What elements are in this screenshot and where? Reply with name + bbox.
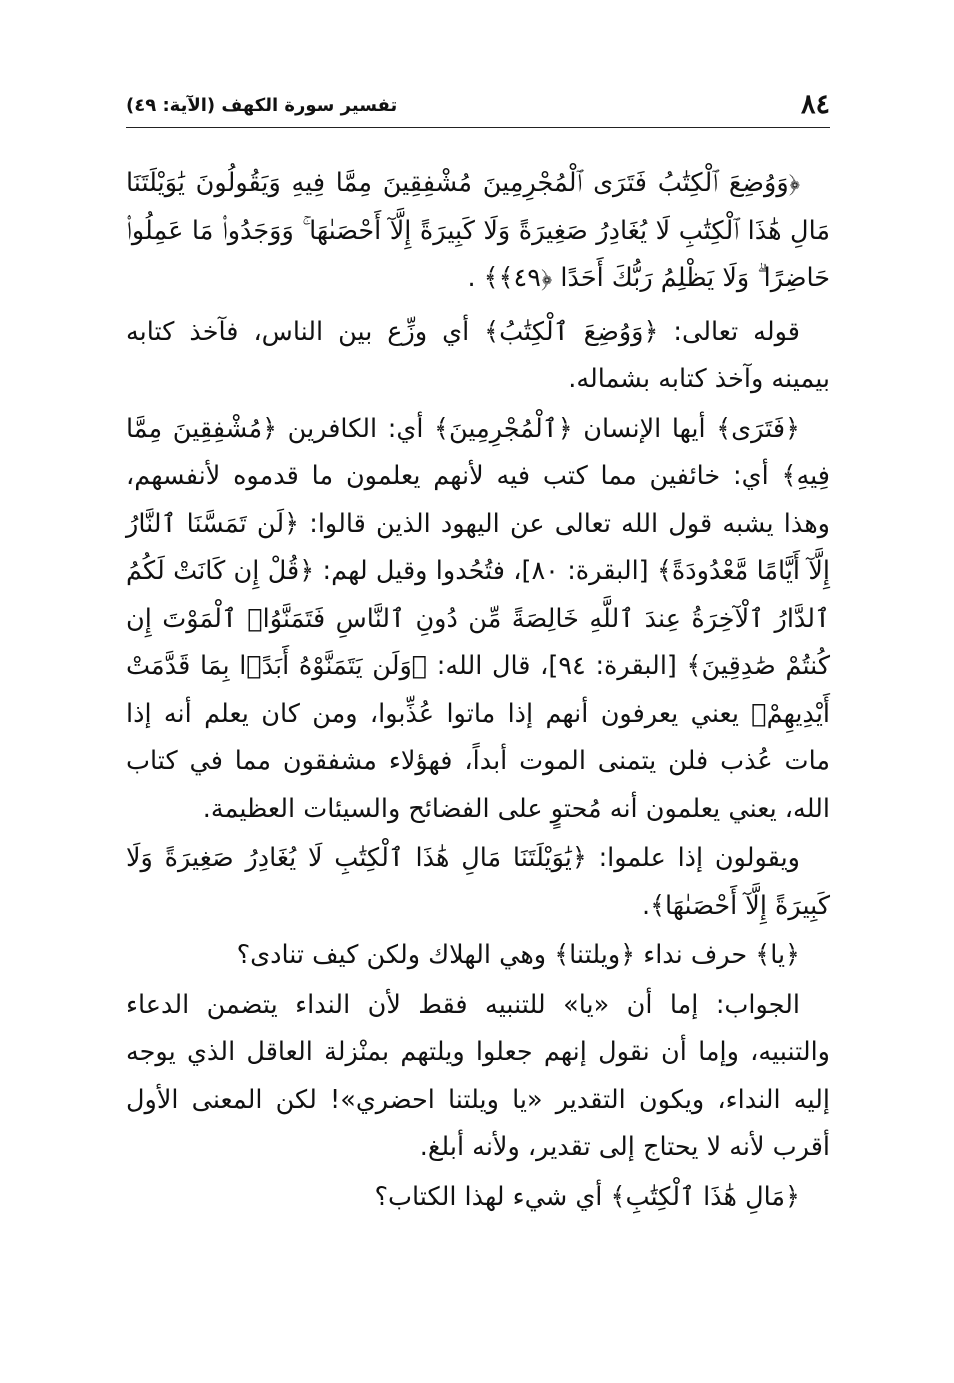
running-header: [126, 88, 830, 128]
body-paragraph: ﴿يا﴾ حرف نداء ﴿ويلتنا﴾ وهي الهلاك ولكن كيف تنادى؟: [236, 940, 800, 970]
page-number: ٨٤: [800, 89, 830, 120]
body-text: [126, 160, 830, 1221]
body-paragraph: ﴿مَالِ هَٰذَا ٱلْكِتَٰبِ﴾ أي شيء لهذا الكتاب؟: [374, 1181, 800, 1212]
verse-paragraph: ﴿وَوُضِعَ ٱلْكِتَٰبُ فَتَرَى ٱلْمُجْرِمِينَ مُشْفِقِينَ مِمَّا فِيهِ وَيَقُولُونَ يَٰوَيْلَتَنَا مَالِ هَٰذَا ٱلْكِتَٰبِ لَا يُغَادِرُ صَغِيرَةً وَلَا كَبِيرَةً إِلَّآ أَحْصَىٰهَا ۚ وَوَجَدُوا۟ مَا عَمِلُوا۟ حَاضِرًا ۗ وَلَا يَظْلِمُ رَبُّكَ أَحَدًا ﴿٤٩﴾﴾ .: [126, 168, 830, 293]
header-title: تفسير سورة الكهف (الآية: ٤٩): [126, 95, 398, 116]
body-paragraph: ويقولون إذا علموا: ﴿يَٰوَيْلَتَنَا مَالِ هَٰذَا ٱلْكِتَٰبِ لَا يُغَادِرُ صَغِيرَةً وَلَا كَبِيرَةً إِلَّآ أَحْصَىٰهَا﴾.: [126, 843, 830, 921]
body-paragraph: قوله تعالى: ﴿وَوُضِعَ ٱلْكِتَٰبُ﴾ أي وزِّع بين الناس، فآخذ كتابه بيمينه وآخذ كتابه بشماله.: [126, 316, 830, 394]
header-rule: [126, 127, 830, 128]
body-paragraph: الجواب: إما أن «يا» للتنبيه فقط لأن النداء يتضمن الدعاء والتنبيه، وإما أن نقول إنهم جعلوا ويلتهم بمنْزلة العاقل الذي يوجه إليه النداء، ويكون التقدير «يا ويلتنا احضري»! لكن المعنى الأول أقرب لأنه لا يحتاج إلى تقدير، ولأنه أبلغ.: [126, 989, 830, 1162]
body-paragraph: ﴿فَتَرَى﴾ أيها الإنسان ﴿ٱلْمُجْرِمِينَ﴾ أي: الكافرين ﴿مُشْفِقِينَ مِمَّا فِيهِ﴾ أي: خائفين مما كتب فيه لأنهم يعلمون ما قدموه لأنفسهم، وهذا يشبه قول الله تعالى عن اليهود الذين قالوا: ﴿لَن تَمَسَّنَا ٱلنَّارُ إِلَّآ أَيَّامًا مَّعْدُودَةً﴾ [البقرة: ٨٠]، فتُحُدوا وقيل لهم: ﴿قُلْ إِن كَانَتْ لَكُمُ ٱلدَّارُ ٱلْآخِرَةُ عِندَ ٱللَّهِ خَالِصَةً مِّن دُونِ ٱلنَّاسِ فَتَمَنَّوُا۟ ٱلْمَوْتَ إِن كُنتُمْ صَٰدِقِينَ﴾ [البقرة: ٩٤]، قال الله: ﴿وَلَن يَتَمَنَّوْهُ أَبَدًۢا بِمَا قَدَّمَتْ أَيْدِيهِمْ﴾ يعني يعرفون أنهم إذا ماتوا عُذِّبوا، ومن كان يعلم أنه إذا مات عُذب فلن يتمنى الموت أبداً، فهؤلاء مشفقون مما في كتاب الله، يعني يعلمون أنه مُحتوٍ على الفضائح والسيئات العظيمة.: [126, 413, 830, 824]
